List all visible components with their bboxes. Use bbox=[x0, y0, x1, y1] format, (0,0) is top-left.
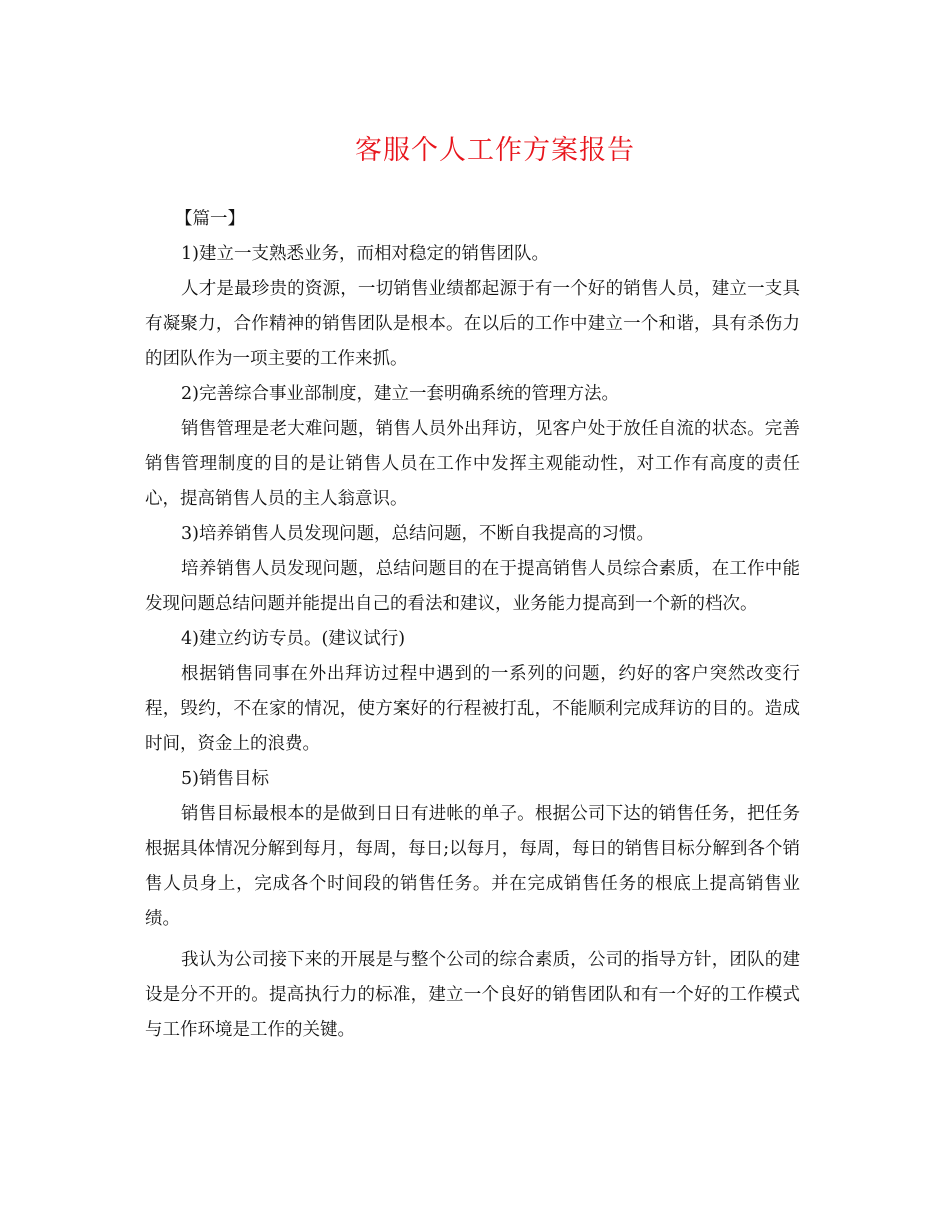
item-paragraph: 人才是最珍贵的资源，一切销售业绩都起源于有一个好的销售人员，建立一支具有凝聚力，合作精神的销售团队是根本。在以后的工作中建立一个和谐，具有杀伤力的团队作为一项主要的工作来抓。 bbox=[145, 279, 800, 369]
document-title: 客服个人工作方案报告 bbox=[355, 135, 635, 166]
item-heading: 1)建立一支熟悉业务，而相对稳定的销售团队。 bbox=[181, 244, 549, 264]
item-heading: 2)完善综合事业部制度，建立一套明确系统的管理方法。 bbox=[181, 384, 619, 404]
item-paragraph: 销售管理是老大难问题，销售人员外出拜访，见客户处于放任自流的状态。完善销售管理制度的目的是让销售人员在工作中发挥主观能动性，对工作有高度的责任心，提高销售人员的主人翁意识。 bbox=[145, 419, 800, 509]
item-paragraph: 根据销售同事在外出拜访过程中遇到的一系列的问题，约好的客户突然改变行程，毁约，不在家的情况，使方案好的行程被打乱，不能顺利完成拜访的目的。造成时间，资金上的浪费。 bbox=[145, 664, 800, 754]
closing-paragraph: 我认为公司接下来的开展是与整个公司的综合素质，公司的指导方针，团队的建设是分不开的。提高执行力的标准，建立一个良好的销售团队和有一个好的工作模式与工作环境是工作的关键。 bbox=[145, 950, 800, 1040]
item-heading: 5)销售目标 bbox=[181, 769, 269, 789]
section-label: 【篇一】 bbox=[175, 209, 245, 229]
item-paragraph: 销售目标最根本的是做到日日有进帐的单子。根据公司下达的销售任务，把任务根据具体情况分解到每月，每周，每日;以每月，每周，每日的销售目标分解到各个销售人员身上，完成各个时间段的销售任务。并在完成销售任务的根底上提高销售业绩。 bbox=[145, 804, 800, 929]
item-paragraph: 培养销售人员发现问题，总结问题目的在于提高销售人员综合素质，在工作中能发现问题总结问题并能提出自己的看法和建议，业务能力提高到一个新的档次。 bbox=[145, 559, 800, 614]
item-heading: 3)培养销售人员发现问题，总结问题，不断自我提高的习惯。 bbox=[181, 524, 654, 544]
item-heading: 4)建立约访专员。(建议试行) bbox=[181, 629, 406, 649]
document-body bbox=[145, 202, 800, 1048]
